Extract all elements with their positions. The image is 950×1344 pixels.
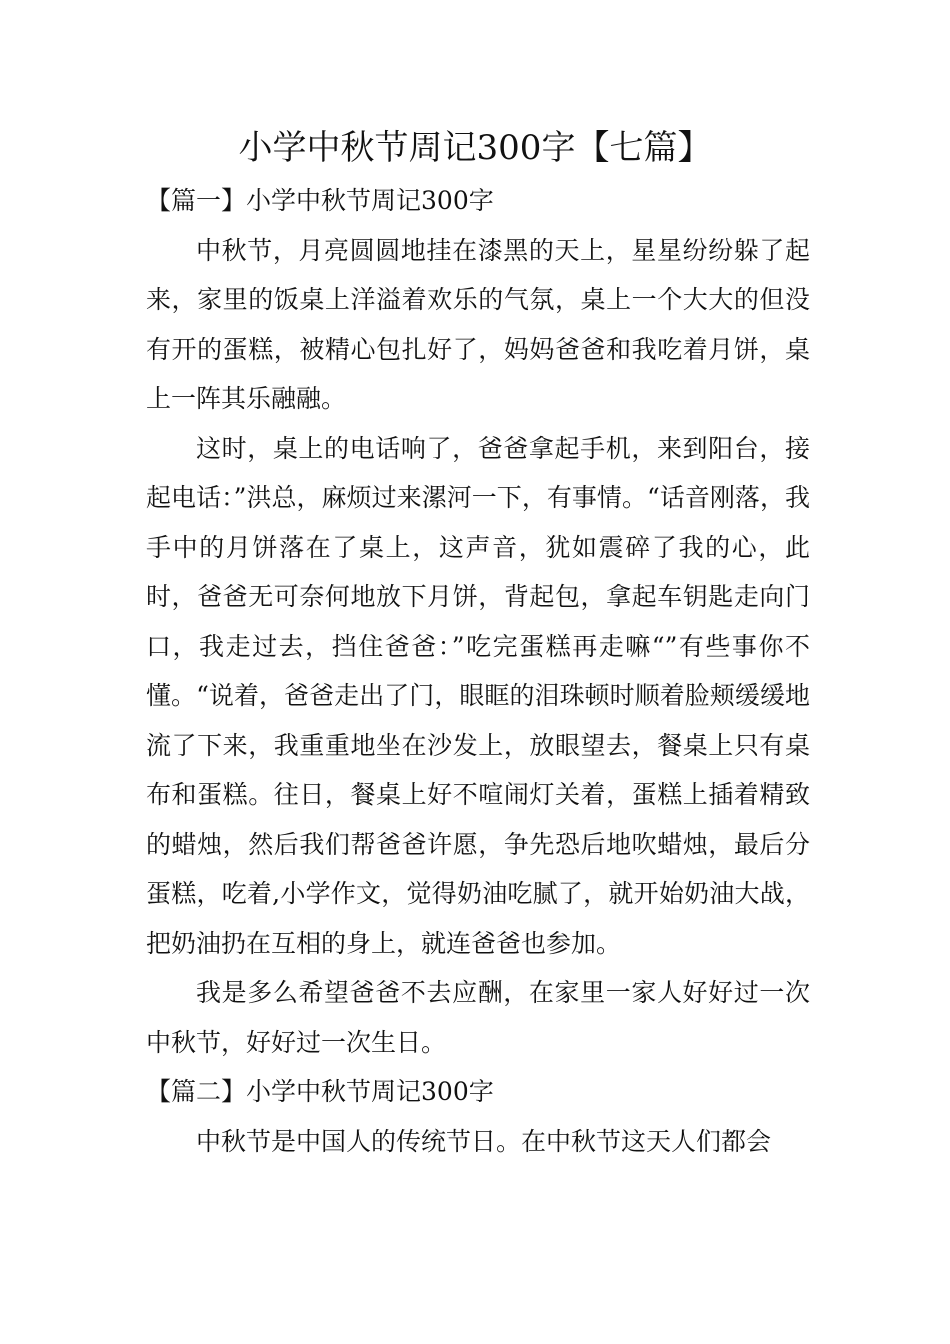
document-title: 小学中秋节周记300字【七篇】 [238, 128, 712, 168]
section-heading: 【篇二】小学中秋节周记300字 [146, 1077, 494, 1106]
paragraph: 我是多么希望爸爸不去应酬，在家里一家人好好过一次中秋节，好好过一次生日。 [146, 978, 810, 1057]
paragraph: 这时，桌上的电话响了，爸爸拿起手机，来到阳台，接起电话：”洪总，麻烦过来漯河一下，有事情。“话音刚落，我手中的月饼落在了桌上，这声音，犹如震碎了我的心，此时，爸爸无可奈何地放下月饼，背起包，拿起车钥匙走向门口，我走过去，挡住爸爸：”吃完蛋糕再走嘛“”有些事你不懂。“说着，爸爸走出了门，眼眶的泪珠顿时顺着脸颊缓缓地流了下来，我重重地坐在沙发上，放眼望去，餐桌上只有桌布和蛋糕。往日，餐桌上好不喧闹灯关着，蛋糕上插着精致的蜡烛，然后我们帮爸爸许愿，争先恐后地吹蜡烛，最后分蛋糕，吃着,小学作文，觉得奶油吃腻了，就开始奶油大战，把奶油扔在互相的身上，就连爸爸也参加。 [146, 433, 810, 958]
paragraph: 中秋节，月亮圆圆地挂在漆黑的天上，星星纷纷躲了起来，家里的饭桌上洋溢着欢乐的气氛，桌上一个大大的但没有开的蛋糕，被精心包扎好了，妈妈爸爸和我吃着月饼，桌上一阵其乐融融。 [146, 235, 810, 413]
paragraph: 中秋节是中国人的传统节日。在中秋节这天人们都会 [196, 1126, 772, 1156]
document-body [146, 176, 810, 1166]
section-heading: 【篇一】小学中秋节周记300字 [146, 186, 494, 215]
